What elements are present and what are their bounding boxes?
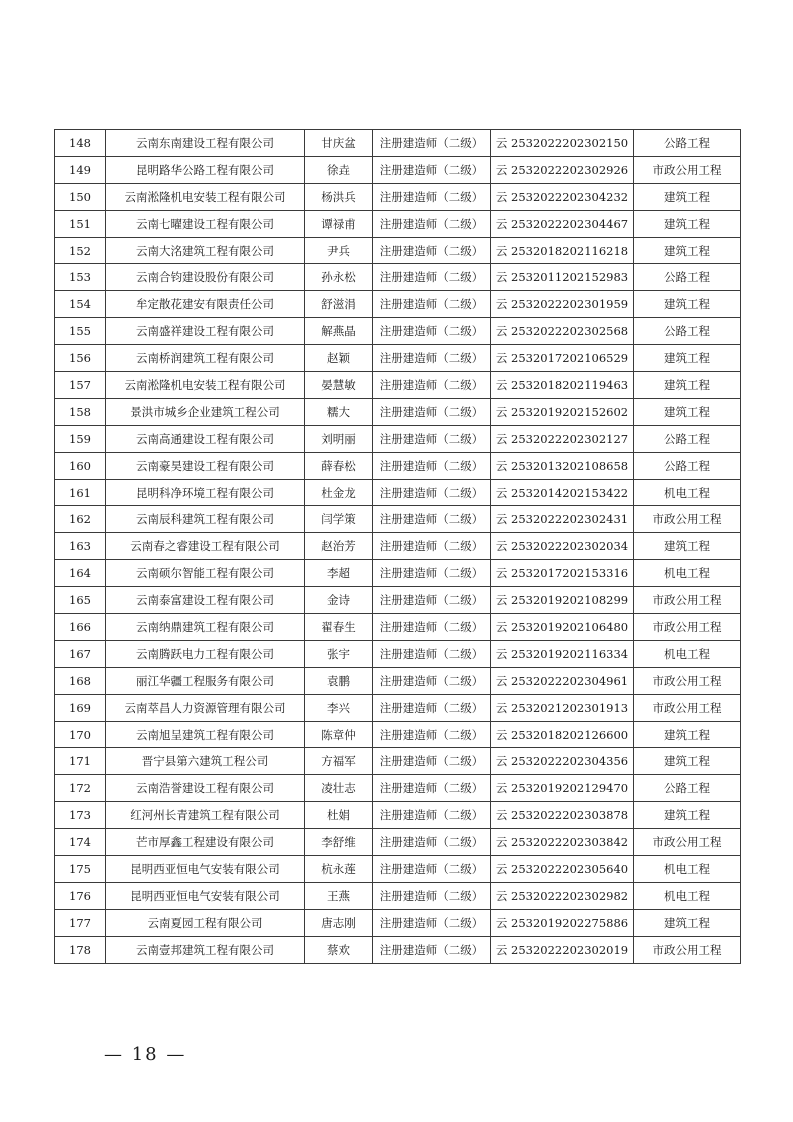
person-name-cell: 方福军 [305, 748, 373, 775]
table-row [55, 829, 741, 856]
qualification-cell: 注册建造师（二级） [373, 156, 491, 183]
company-name-cell: 云南浩誉建设工程有限公司 [106, 775, 305, 802]
person-name-cell: 糯大 [305, 398, 373, 425]
table-row [55, 614, 741, 641]
table-row [55, 560, 741, 587]
company-name-cell: 牟定散花建安有限责任公司 [106, 291, 305, 318]
specialty-cell: 机电工程 [634, 640, 741, 667]
specialty-cell: 市政公用工程 [634, 506, 741, 533]
specialty-cell: 建筑工程 [634, 237, 741, 264]
row-number-cell: 149 [55, 156, 106, 183]
person-name-cell: 金诗 [305, 587, 373, 614]
qualification-cell: 注册建造师（二级） [373, 614, 491, 641]
certificate-number-cell: 云 2532022202302431 [491, 506, 634, 533]
specialty-cell: 公路工程 [634, 130, 741, 157]
person-name-cell: 杜金龙 [305, 479, 373, 506]
table-row [55, 694, 741, 721]
table-row [55, 882, 741, 909]
person-name-cell: 张宇 [305, 640, 373, 667]
person-name-cell: 尹兵 [305, 237, 373, 264]
certificate-number-cell: 云 2532022202302019 [491, 936, 634, 963]
person-name-cell: 翟春生 [305, 614, 373, 641]
row-number-cell: 170 [55, 721, 106, 748]
table-row [55, 936, 741, 963]
company-name-cell: 昆明科净环境工程有限公司 [106, 479, 305, 506]
specialty-cell: 市政公用工程 [634, 829, 741, 856]
row-number-cell: 164 [55, 560, 106, 587]
specialty-cell: 公路工程 [634, 775, 741, 802]
person-name-cell: 李舒维 [305, 829, 373, 856]
company-name-cell: 晋宁县第六建筑工程公司 [106, 748, 305, 775]
certificate-number-cell: 云 2532022202305640 [491, 856, 634, 883]
table-row [55, 640, 741, 667]
specialty-cell: 建筑工程 [634, 291, 741, 318]
company-name-cell: 云南硕尔智能工程有限公司 [106, 560, 305, 587]
table-row [55, 667, 741, 694]
row-number-cell: 173 [55, 802, 106, 829]
qualification-cell: 注册建造师（二级） [373, 694, 491, 721]
person-name-cell: 甘庆盆 [305, 130, 373, 157]
certificate-number-cell: 云 2532022202301959 [491, 291, 634, 318]
specialty-cell: 建筑工程 [634, 802, 741, 829]
qualification-cell: 注册建造师（二级） [373, 640, 491, 667]
specialty-cell: 市政公用工程 [634, 587, 741, 614]
row-number-cell: 172 [55, 775, 106, 802]
table-row [55, 291, 741, 318]
company-name-cell: 昆明西亚恒电气安装有限公司 [106, 882, 305, 909]
company-name-cell: 云南泰富建设工程有限公司 [106, 587, 305, 614]
table-row [55, 237, 741, 264]
company-name-cell: 云南辰科建筑工程有限公司 [106, 506, 305, 533]
company-name-cell: 云南春之睿建设工程有限公司 [106, 533, 305, 560]
specialty-cell: 市政公用工程 [634, 156, 741, 183]
specialty-cell: 建筑工程 [634, 210, 741, 237]
company-name-cell: 云南七曜建设工程有限公司 [106, 210, 305, 237]
specialty-cell: 建筑工程 [634, 345, 741, 372]
specialty-cell: 公路工程 [634, 452, 741, 479]
row-number-cell: 178 [55, 936, 106, 963]
certificate-number-cell: 云 2532019202275886 [491, 909, 634, 936]
certificate-number-cell: 云 2532022202303878 [491, 802, 634, 829]
certificate-number-cell: 云 2532019202108299 [491, 587, 634, 614]
table-row [55, 587, 741, 614]
certificate-number-cell: 云 2532018202119463 [491, 372, 634, 399]
page-number: — 18 — [104, 1044, 187, 1065]
certificate-number-cell: 云 2532022202303842 [491, 829, 634, 856]
company-name-cell: 云南桥润建筑工程有限公司 [106, 345, 305, 372]
certificate-number-cell: 云 2532018202126600 [491, 721, 634, 748]
company-name-cell: 云南萃昌人力资源管理有限公司 [106, 694, 305, 721]
row-number-cell: 171 [55, 748, 106, 775]
qualification-cell: 注册建造师（二级） [373, 936, 491, 963]
qualification-cell: 注册建造师（二级） [373, 183, 491, 210]
qualification-cell: 注册建造师（二级） [373, 345, 491, 372]
specialty-cell: 公路工程 [634, 425, 741, 452]
table-row [55, 721, 741, 748]
person-name-cell: 薛春松 [305, 452, 373, 479]
certificate-number-cell: 云 2532011202152983 [491, 264, 634, 291]
row-number-cell: 163 [55, 533, 106, 560]
qualification-cell: 注册建造师（二级） [373, 909, 491, 936]
company-name-cell: 云南腾跃电力工程有限公司 [106, 640, 305, 667]
table-row [55, 425, 741, 452]
certificate-number-cell: 云 2532022202304356 [491, 748, 634, 775]
person-name-cell: 杜娟 [305, 802, 373, 829]
person-name-cell: 舒滋涓 [305, 291, 373, 318]
certificate-number-cell: 云 2532022202302150 [491, 130, 634, 157]
company-name-cell: 丽江华疆工程服务有限公司 [106, 667, 305, 694]
company-name-cell: 云南高通建设工程有限公司 [106, 425, 305, 452]
row-number-cell: 152 [55, 237, 106, 264]
specialty-cell: 市政公用工程 [634, 614, 741, 641]
row-number-cell: 148 [55, 130, 106, 157]
row-number-cell: 154 [55, 291, 106, 318]
person-name-cell: 闫学策 [305, 506, 373, 533]
person-name-cell: 刘明丽 [305, 425, 373, 452]
certificate-number-cell: 云 2532013202108658 [491, 452, 634, 479]
specialty-cell: 机电工程 [634, 560, 741, 587]
specialty-cell: 机电工程 [634, 479, 741, 506]
registry-table [54, 129, 741, 964]
qualification-cell: 注册建造师（二级） [373, 479, 491, 506]
certificate-number-cell: 云 2532017202106529 [491, 345, 634, 372]
qualification-cell: 注册建造师（二级） [373, 856, 491, 883]
qualification-cell: 注册建造师（二级） [373, 291, 491, 318]
company-name-cell: 云南淞隆机电安装工程有限公司 [106, 183, 305, 210]
table-row [55, 506, 741, 533]
table-row [55, 479, 741, 506]
specialty-cell: 建筑工程 [634, 721, 741, 748]
table-row [55, 802, 741, 829]
person-name-cell: 李超 [305, 560, 373, 587]
company-name-cell: 景洪市城乡企业建筑工程公司 [106, 398, 305, 425]
specialty-cell: 市政公用工程 [634, 936, 741, 963]
table-row [55, 909, 741, 936]
certificate-number-cell: 云 2532022202304467 [491, 210, 634, 237]
person-name-cell: 陈章仲 [305, 721, 373, 748]
qualification-cell: 注册建造师（二级） [373, 318, 491, 345]
person-name-cell: 杭永莲 [305, 856, 373, 883]
qualification-cell: 注册建造师（二级） [373, 506, 491, 533]
table-row [55, 452, 741, 479]
row-number-cell: 168 [55, 667, 106, 694]
row-number-cell: 174 [55, 829, 106, 856]
company-name-cell: 云南东南建设工程有限公司 [106, 130, 305, 157]
person-name-cell: 蔡欢 [305, 936, 373, 963]
qualification-cell: 注册建造师（二级） [373, 452, 491, 479]
person-name-cell: 王燕 [305, 882, 373, 909]
person-name-cell: 袁鹏 [305, 667, 373, 694]
specialty-cell: 机电工程 [634, 882, 741, 909]
row-number-cell: 160 [55, 452, 106, 479]
company-name-cell: 云南大洺建筑工程有限公司 [106, 237, 305, 264]
row-number-cell: 159 [55, 425, 106, 452]
table-row [55, 183, 741, 210]
certificate-number-cell: 云 2532019202129470 [491, 775, 634, 802]
certificate-number-cell: 云 2532019202116334 [491, 640, 634, 667]
table-row [55, 210, 741, 237]
table-row [55, 775, 741, 802]
certificate-number-cell: 云 2532022202304232 [491, 183, 634, 210]
row-number-cell: 150 [55, 183, 106, 210]
row-number-cell: 177 [55, 909, 106, 936]
qualification-cell: 注册建造师（二级） [373, 775, 491, 802]
company-name-cell: 云南夏园工程有限公司 [106, 909, 305, 936]
qualification-cell: 注册建造师（二级） [373, 533, 491, 560]
company-name-cell: 云南豪昊建设工程有限公司 [106, 452, 305, 479]
row-number-cell: 158 [55, 398, 106, 425]
company-name-cell: 云南盛祥建设工程有限公司 [106, 318, 305, 345]
row-number-cell: 153 [55, 264, 106, 291]
table-row [55, 856, 741, 883]
table-row [55, 130, 741, 157]
certificate-number-cell: 云 2532021202301913 [491, 694, 634, 721]
company-name-cell: 昆明西亚恒电气安装有限公司 [106, 856, 305, 883]
table-row [55, 533, 741, 560]
specialty-cell: 机电工程 [634, 856, 741, 883]
row-number-cell: 162 [55, 506, 106, 533]
person-name-cell: 唐志刚 [305, 909, 373, 936]
certificate-number-cell: 云 2532022202302926 [491, 156, 634, 183]
person-name-cell: 赵颖 [305, 345, 373, 372]
qualification-cell: 注册建造师（二级） [373, 587, 491, 614]
certificate-number-cell: 云 2532019202106480 [491, 614, 634, 641]
company-name-cell: 云南纳鼎建筑工程有限公司 [106, 614, 305, 641]
specialty-cell: 建筑工程 [634, 748, 741, 775]
specialty-cell: 建筑工程 [634, 909, 741, 936]
qualification-cell: 注册建造师（二级） [373, 882, 491, 909]
row-number-cell: 166 [55, 614, 106, 641]
company-name-cell: 昆明路华公路工程有限公司 [106, 156, 305, 183]
company-name-cell: 云南淞隆机电安装工程有限公司 [106, 372, 305, 399]
person-name-cell: 晏慧敏 [305, 372, 373, 399]
company-name-cell: 云南壹邦建筑工程有限公司 [106, 936, 305, 963]
qualification-cell: 注册建造师（二级） [373, 748, 491, 775]
certificate-number-cell: 云 2532022202302982 [491, 882, 634, 909]
person-name-cell: 谭禄甫 [305, 210, 373, 237]
qualification-cell: 注册建造师（二级） [373, 264, 491, 291]
table-row [55, 264, 741, 291]
qualification-cell: 注册建造师（二级） [373, 829, 491, 856]
certificate-number-cell: 云 2532022202302034 [491, 533, 634, 560]
qualification-cell: 注册建造师（二级） [373, 802, 491, 829]
row-number-cell: 165 [55, 587, 106, 614]
qualification-cell: 注册建造师（二级） [373, 560, 491, 587]
registry-table-body [55, 130, 741, 964]
row-number-cell: 167 [55, 640, 106, 667]
person-name-cell: 李兴 [305, 694, 373, 721]
certificate-number-cell: 云 2532014202153422 [491, 479, 634, 506]
row-number-cell: 175 [55, 856, 106, 883]
table-row [55, 398, 741, 425]
company-name-cell: 芒市厚鑫工程建设有限公司 [106, 829, 305, 856]
table-row [55, 345, 741, 372]
certificate-number-cell: 云 2532022202302127 [491, 425, 634, 452]
person-name-cell: 凌壮志 [305, 775, 373, 802]
qualification-cell: 注册建造师（二级） [373, 210, 491, 237]
table-row [55, 156, 741, 183]
row-number-cell: 169 [55, 694, 106, 721]
company-name-cell: 云南合钧建设股份有限公司 [106, 264, 305, 291]
qualification-cell: 注册建造师（二级） [373, 372, 491, 399]
table-row [55, 748, 741, 775]
table-row [55, 372, 741, 399]
row-number-cell: 161 [55, 479, 106, 506]
specialty-cell: 市政公用工程 [634, 694, 741, 721]
company-name-cell: 红河州长青建筑工程有限公司 [106, 802, 305, 829]
row-number-cell: 157 [55, 372, 106, 399]
specialty-cell: 公路工程 [634, 264, 741, 291]
qualification-cell: 注册建造师（二级） [373, 721, 491, 748]
qualification-cell: 注册建造师（二级） [373, 237, 491, 264]
row-number-cell: 176 [55, 882, 106, 909]
table-row [55, 318, 741, 345]
company-name-cell: 云南旭呈建筑工程有限公司 [106, 721, 305, 748]
qualification-cell: 注册建造师（二级） [373, 130, 491, 157]
specialty-cell: 公路工程 [634, 318, 741, 345]
certificate-number-cell: 云 2532022202302568 [491, 318, 634, 345]
person-name-cell: 孙永松 [305, 264, 373, 291]
qualification-cell: 注册建造师（二级） [373, 398, 491, 425]
qualification-cell: 注册建造师（二级） [373, 667, 491, 694]
certificate-number-cell: 云 2532017202153316 [491, 560, 634, 587]
certificate-number-cell: 云 2532018202116218 [491, 237, 634, 264]
specialty-cell: 建筑工程 [634, 372, 741, 399]
specialty-cell: 市政公用工程 [634, 667, 741, 694]
row-number-cell: 156 [55, 345, 106, 372]
person-name-cell: 徐垚 [305, 156, 373, 183]
row-number-cell: 151 [55, 210, 106, 237]
specialty-cell: 建筑工程 [634, 183, 741, 210]
specialty-cell: 建筑工程 [634, 398, 741, 425]
certificate-number-cell: 云 2532022202304961 [491, 667, 634, 694]
person-name-cell: 解燕晶 [305, 318, 373, 345]
person-name-cell: 赵治芳 [305, 533, 373, 560]
qualification-cell: 注册建造师（二级） [373, 425, 491, 452]
person-name-cell: 杨洪兵 [305, 183, 373, 210]
certificate-number-cell: 云 2532019202152602 [491, 398, 634, 425]
row-number-cell: 155 [55, 318, 106, 345]
specialty-cell: 建筑工程 [634, 533, 741, 560]
